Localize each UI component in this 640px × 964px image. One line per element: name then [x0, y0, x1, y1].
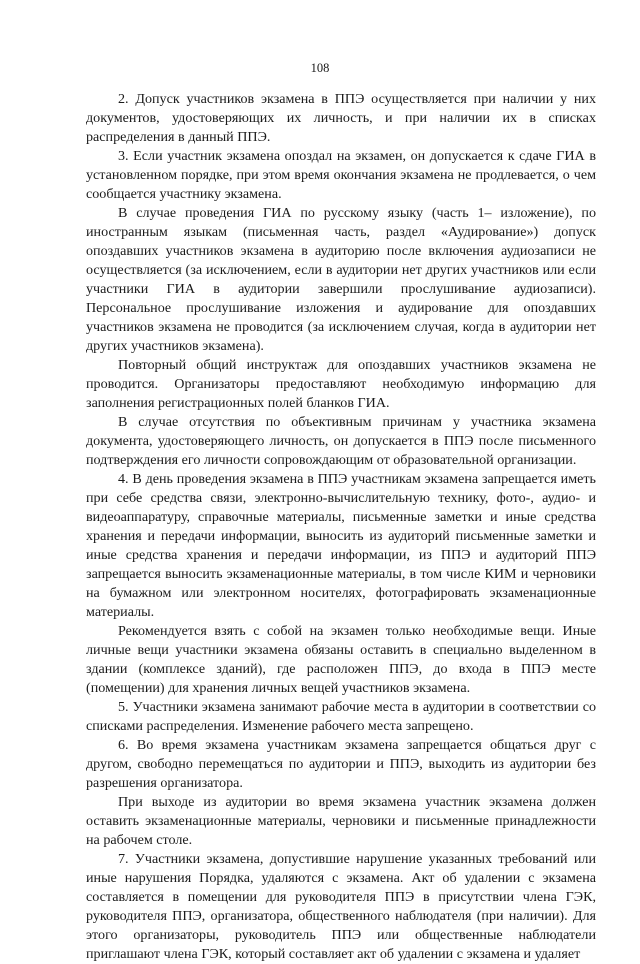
paragraph-removal: 7. Участники экзамена, допустившие нарушение указанных требований или иные нарушения Порядка, удаляются с экзамена. Акт об удалении с экзамена составляется в помещении для руководителя ППЭ в присутствии члена ГЭК, руководителя ППЭ, организатора, общественного наблюдателя (при наличии). Для этого организаторы, руководитель ППЭ или общественные наблюдатели приглашают члена ГЭК, который составляет акт об удалении с экзамена и удаляет	[86, 851, 596, 962]
document-body	[86, 90, 596, 964]
paragraph-leaving-room: При выходе из аудитории во время экзамена участник экзамена должен оставить экзаменационные материалы, черновики и письменные принадлежности на рабочем столе.	[86, 794, 596, 848]
paragraph-repeat-briefing: Повторный общий инструктаж для опоздавших участников экзамена не проводится. Организаторы предоставляют необходимую информацию для заполнения регистрационных полей бланков ГИА.	[86, 357, 596, 411]
paragraph-prohibited-items: 4. В день проведения экзамена в ППЭ участникам экзамена запрещается иметь при себе средства связи, электронно-вычислительную технику, фото-, аудио- и видеоаппаратуру, справочные материалы, письменные заметки и иные средства хранения и передачи информации, выносить из аудиторий письменные заметки и иные средства хранения и передачи информации, из ППЭ и аудиторий ППЭ запрещается выносить экзаменационные материалы, в том числе КИМ и черновики на бумажном или электронном носителях, фотографировать экзаменационные материалы.	[86, 471, 596, 620]
paragraph-seating: 5. Участники экзамена занимают рабочие места в аудитории в соответствии со списками распределения. Изменение рабочего места запрещено.	[86, 699, 596, 734]
paragraph-admission: 2. Допуск участников экзамена в ППЭ осуществляется при наличии у них документов, удостоверяющих их личность, и при наличии их в списках распределения в данный ППЭ.	[86, 91, 596, 145]
paragraph-missing-id: В случае отсутствия по объективным причинам у участника экзамена документа, удостоверяющего личность, он допускается в ППЭ после письменного подтверждения его личности сопровождающим от образовательной организации.	[86, 414, 596, 468]
paragraph-late-arrival: 3. Если участник экзамена опоздал на экзамен, он допускается к сдаче ГИА в установленном порядке, при этом время окончания экзамена не продлевается, о чем сообщается участнику экзамена.	[86, 148, 596, 202]
paragraph-conduct: 6. Во время экзамена участникам экзамена запрещается общаться друг с другом, свободно перемещаться по аудитории и ППЭ, выходить из аудитории без разрешения организатора.	[86, 737, 596, 791]
page-number: 108	[310, 61, 330, 75]
paragraph-personal-belongings: Рекомендуется взять с собой на экзамен только необходимые вещи. Иные личные вещи участники экзамена обязаны оставить в специально выделенном в здании (комплексе зданий), где расположен ППЭ, до входа в ППЭ месте (помещении) для хранения личных вещей участников экзамена.	[86, 623, 596, 696]
paragraph-audio-exams: В случае проведения ГИА по русскому языку (часть 1– изложение), по иностранным языкам (письменная часть, раздел «Аудирование») допуск опоздавших участников экзамена в аудиторию после включения аудиозаписи не осуществляется (за исключением, если в аудитории нет других участников или если участники ГИА в аудитории завершили прослушивание аудиозаписи). Персональное прослушивание изложения и аудирование для опоздавших участников экзамена не проводится (за исключением случая, когда в аудитории нет других участников экзамена).	[86, 205, 596, 354]
